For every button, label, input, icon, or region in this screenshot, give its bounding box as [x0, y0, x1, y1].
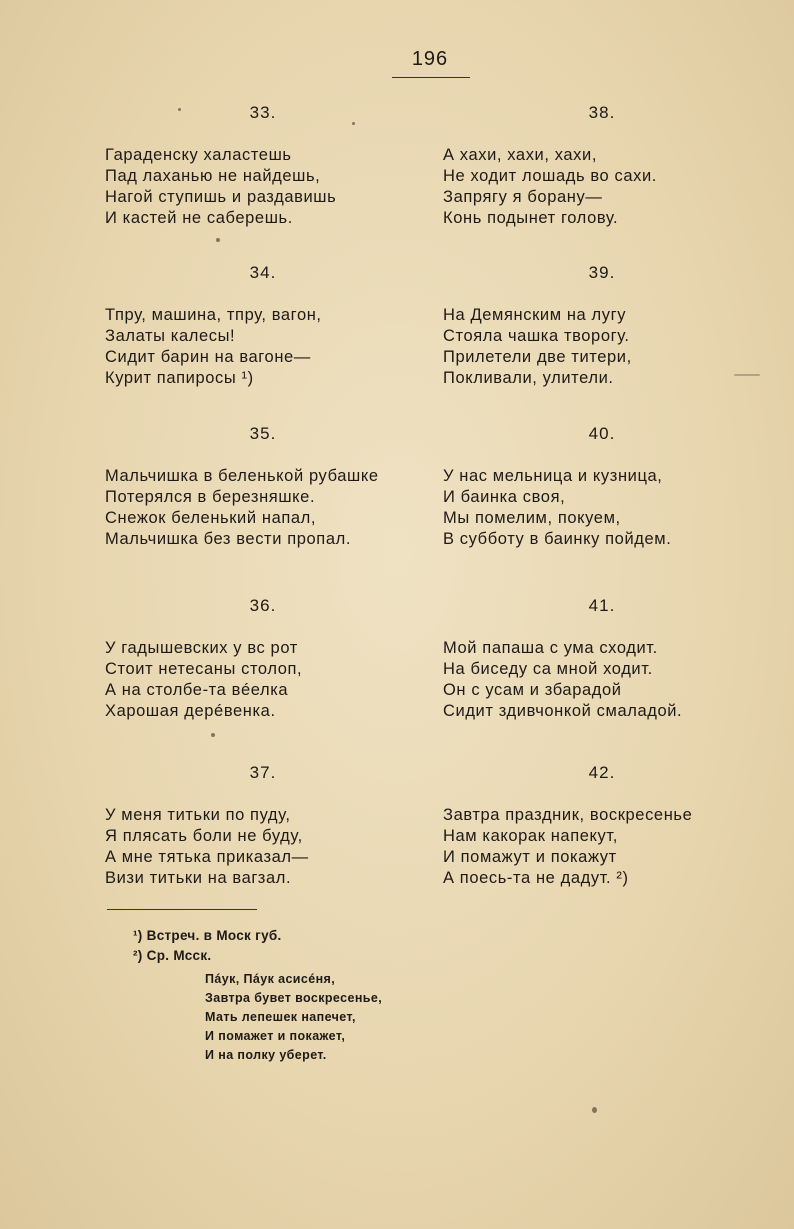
- poem-number: 38.: [588, 103, 616, 122]
- poem-line: У нас мельница и кузница,: [443, 467, 663, 485]
- poem-38: [443, 102, 783, 229]
- poem-line: Он с усам и збарадой: [443, 681, 622, 699]
- poem-number: 33.: [249, 103, 277, 122]
- poem-number: 41.: [588, 596, 616, 615]
- poem-line: Запрягу я борану—: [443, 188, 603, 206]
- poem-number: 37.: [249, 763, 277, 782]
- poem-40: [443, 423, 783, 550]
- poem-line: Мальчишка без вести пропал.: [105, 530, 352, 548]
- poem-line: Потерялся в березняшке.: [105, 488, 316, 506]
- poem-line: Визи титьки на вагзал.: [105, 869, 292, 887]
- paper-speck: [211, 733, 215, 737]
- poem-line: Мой папаша с ума сходит.: [443, 639, 658, 657]
- poem-line: Нам какорак напекут,: [443, 827, 618, 845]
- paper-speck: [178, 108, 181, 111]
- poem-line: Завтра праздник, воскресенье: [443, 806, 693, 824]
- poem-line: А хахи, хахи, хахи,: [443, 146, 598, 164]
- paper-speck: [352, 122, 355, 125]
- poem-line: А на столбе-та вéелка: [105, 681, 289, 699]
- paper-speck: [734, 374, 760, 376]
- poem-line: Курит папиросы ¹): [105, 369, 254, 387]
- poem-line: Я плясать боли не буду,: [105, 827, 303, 845]
- poem-36: [105, 595, 445, 722]
- poem-34: [105, 262, 445, 389]
- poem-line: И помажут и покажут: [443, 848, 617, 866]
- poem-line: Нагой ступишь и раздавишь: [105, 188, 337, 206]
- poem-line: Сидит здивчонкой смаладой.: [443, 702, 683, 720]
- poem-line: У меня титьки по пуду,: [105, 806, 291, 824]
- footnote-1: ¹) Встреч. в Моск губ.: [133, 928, 282, 943]
- poem-number: 34.: [249, 263, 277, 282]
- poem-line: Мы помелим, покуем,: [443, 509, 621, 527]
- poem-37: [105, 762, 445, 889]
- footnote-rule: [107, 909, 257, 910]
- page-number: 196: [411, 48, 449, 70]
- poem-line: Залаты калесы!: [105, 327, 236, 345]
- poem-line: Прилетели две титери,: [443, 348, 632, 366]
- poem-line: А мне тятька приказал—: [105, 848, 309, 866]
- quote-line: Мать лепешек напечет,: [205, 1010, 356, 1024]
- poem-number: 42.: [588, 763, 616, 782]
- poem-line: Сидит барин на вагоне—: [105, 348, 311, 366]
- paper-speck: [592, 1107, 597, 1113]
- quote-line: И помажет и покажет,: [205, 1029, 346, 1043]
- footnote-quote: [205, 970, 382, 1065]
- poem-line: У гадышевских у вс рот: [105, 639, 298, 657]
- poem-33: [105, 102, 445, 229]
- poem-line: Тпру, машина, тпру, вагон,: [105, 306, 322, 324]
- poem-line: Снежок беленький напал,: [105, 509, 317, 527]
- quote-line: Пáук, Пáук асисéня,: [205, 972, 336, 986]
- page-number-rule: [392, 77, 470, 78]
- poem-line: В субботу в баинку пойдем.: [443, 530, 672, 548]
- poem-line: Гараденску халастешь: [105, 146, 292, 164]
- poem-number: 39.: [588, 263, 616, 282]
- poem-number: 36.: [249, 596, 277, 615]
- poem-number: 35.: [249, 424, 277, 443]
- poem-line: На Демянским на лугу: [443, 306, 627, 324]
- poem-41: [443, 595, 783, 722]
- poem-line: Мальчишка в беленькой рубашке: [105, 467, 379, 485]
- poem-35: [105, 423, 445, 550]
- poem-42: [443, 762, 783, 889]
- footnote-2: ²) Ср. Мсск.: [133, 948, 212, 963]
- paper-speck: [216, 238, 220, 242]
- poem-line: Конь подынет голову.: [443, 209, 619, 227]
- poem-line: Стояла чашка творогу.: [443, 327, 630, 345]
- poem-line: Покливали, улители.: [443, 369, 614, 387]
- poem-39: [443, 262, 783, 389]
- poem-line: Стоит нетесаны столоп,: [105, 660, 303, 678]
- poem-line: Не ходит лошадь во сахи.: [443, 167, 657, 185]
- quote-line: Завтра бувет воскресенье,: [205, 991, 383, 1005]
- poem-line: А поесь-та не дадут. ²): [443, 869, 629, 887]
- poem-line: Харошая дерéвенка.: [105, 702, 276, 720]
- poem-line: И баинка своя,: [443, 488, 566, 506]
- poem-line: На биседу са мной ходит.: [443, 660, 653, 678]
- poem-number: 40.: [588, 424, 616, 443]
- poem-line: И кастей не саберешь.: [105, 209, 293, 227]
- quote-line: И на полку уберет.: [205, 1048, 327, 1062]
- poem-line: Пад лаханью не найдешь,: [105, 167, 321, 185]
